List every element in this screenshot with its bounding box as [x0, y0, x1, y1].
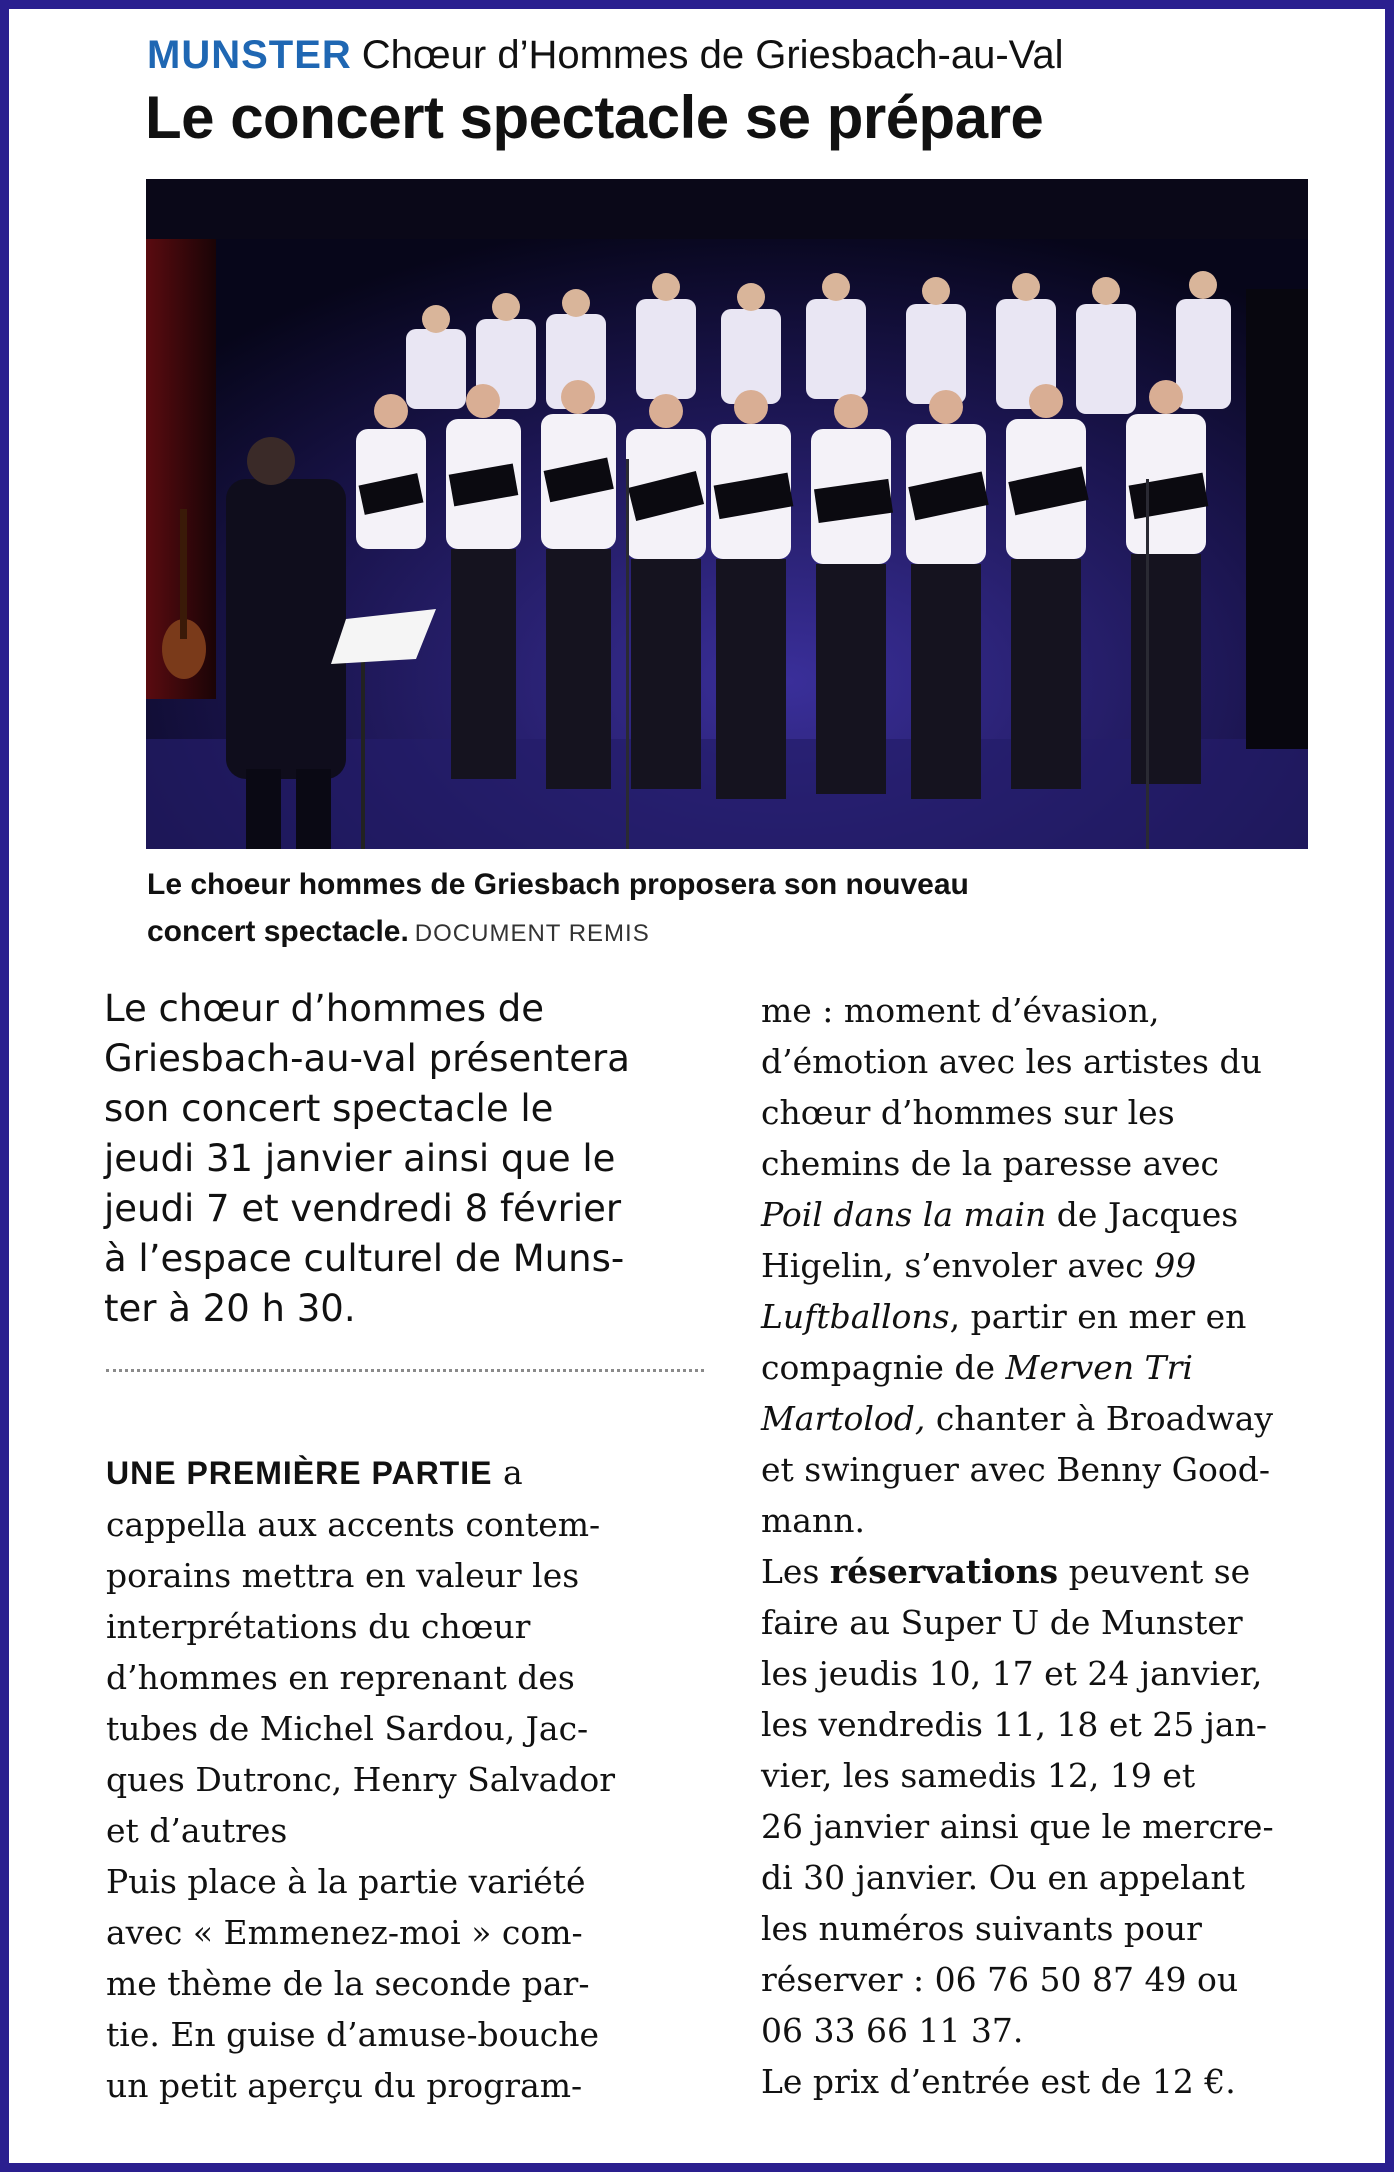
body-line: et swinguer avec Benny Good- — [761, 1450, 1271, 1489]
photo-caption — [147, 861, 1247, 957]
body-line — [761, 1393, 1381, 1444]
location-label: MUNSTER — [147, 33, 352, 77]
body-line: me thème de la seconde par- — [106, 1964, 590, 2003]
lead-line: ter à 20 h 30. — [104, 1287, 356, 1330]
lead-line: jeudi 31 janvier ainsi que le — [104, 1137, 616, 1180]
body-column-left — [106, 1447, 726, 2111]
song-title: Martolod, — [761, 1399, 926, 1438]
body-line: Puis place à la partie variété — [106, 1862, 586, 1901]
subject-label: Chœur d’Hommes de Griesbach-au-Val — [361, 33, 1064, 77]
body-text: de Jacques — [1046, 1195, 1239, 1234]
lead-line: Le chœur d’hommes de — [104, 987, 545, 1030]
body-line: les numéros suivants pour — [761, 1909, 1202, 1948]
body-text: chanter à Broadway — [925, 1399, 1274, 1438]
reservations-emphasis: réservations — [829, 1552, 1059, 1591]
lead-line: son concert spectacle le — [104, 1087, 554, 1130]
body-text: Les — [761, 1552, 830, 1591]
choir-photo-illustration — [146, 179, 1308, 849]
body-line: les vendredis 11, 18 et 25 jan- — [761, 1705, 1267, 1744]
body-line: chemins de la paresse avec — [761, 1144, 1219, 1183]
body-line: cappella aux accents contem- — [106, 1505, 601, 1544]
body-line: d’hommes en reprenant des — [106, 1658, 575, 1697]
song-title: Merven Tri — [1005, 1348, 1193, 1387]
body-text: , partir en mer en — [949, 1297, 1247, 1336]
caption-line-1: Le choeur hommes de Griesbach proposera son nouveau — [147, 868, 969, 901]
body-line — [761, 1240, 1381, 1291]
headline: Le concert spectacle se prépare — [145, 84, 1044, 151]
body-text: compagnie de — [761, 1348, 1006, 1387]
body-line: me : moment d’évasion, — [761, 991, 1160, 1030]
dotted-separator — [106, 1369, 704, 1372]
song-title: 99 — [1154, 1246, 1197, 1285]
body-line — [106, 1447, 726, 1499]
body-line: ques Dutronc, Henry Salvador — [106, 1760, 616, 1799]
body-line — [761, 1342, 1381, 1393]
body-line: mann. — [761, 1501, 865, 1540]
body-line: réserver : 06 76 50 87 49 ou — [761, 1960, 1239, 1999]
body-text: Higelin, s’envoler avec — [761, 1246, 1155, 1285]
body-line: tie. En guise d’amuse-bouche — [106, 2015, 600, 2054]
lead-line: à l’espace culturel de Muns- — [104, 1237, 625, 1280]
body-line: porains mettra en valeur les — [106, 1556, 580, 1595]
subhead-continuation: a — [492, 1453, 523, 1492]
choir-photo — [146, 179, 1308, 849]
body-column-right — [761, 985, 1381, 2107]
kicker — [147, 31, 1064, 79]
photo-credit: DOCUMENT REMIS — [414, 920, 650, 947]
song-title: Luftballons — [761, 1297, 950, 1336]
body-text: peuvent se — [1058, 1552, 1251, 1591]
body-line: chœur d’hommes sur les — [761, 1093, 1175, 1132]
body-line: les jeudis 10, 17 et 24 janvier, — [761, 1654, 1263, 1693]
lead-line: jeudi 7 et vendredi 8 février — [104, 1187, 622, 1230]
subhead: UNE PREMIÈRE PARTIE — [106, 1455, 493, 1491]
body-line: tubes de Michel Sardou, Jac- — [106, 1709, 589, 1748]
body-line: di 30 janvier. Ou en appelant — [761, 1858, 1245, 1897]
body-line — [761, 1291, 1381, 1342]
body-line: d’émotion avec les artistes du — [761, 1042, 1262, 1081]
body-line: un petit aperçu du program- — [106, 2066, 583, 2105]
body-line: avec « Emmenez-moi » com- — [106, 1913, 583, 1952]
body-line: 26 janvier ainsi que le mercre- — [761, 1807, 1274, 1846]
lead-paragraph — [104, 984, 724, 1334]
body-line — [761, 1189, 1381, 1240]
body-line: et d’autres — [106, 1811, 288, 1850]
body-line: Le prix d’entrée est de 12 €. — [761, 2062, 1236, 2101]
body-line: faire au Super U de Munster — [761, 1603, 1243, 1642]
song-title: Poil dans la main — [761, 1195, 1047, 1234]
body-line: vier, les samedis 12, 19 et — [761, 1756, 1196, 1795]
body-line: 06 33 66 11 37. — [761, 2011, 1024, 2050]
body-line — [761, 1546, 1381, 1597]
body-line: interprétations du chœur — [106, 1607, 531, 1646]
caption-line-2: concert spectacle. — [147, 915, 409, 948]
lead-line: Griesbach-au-val présentera — [104, 1037, 630, 1080]
